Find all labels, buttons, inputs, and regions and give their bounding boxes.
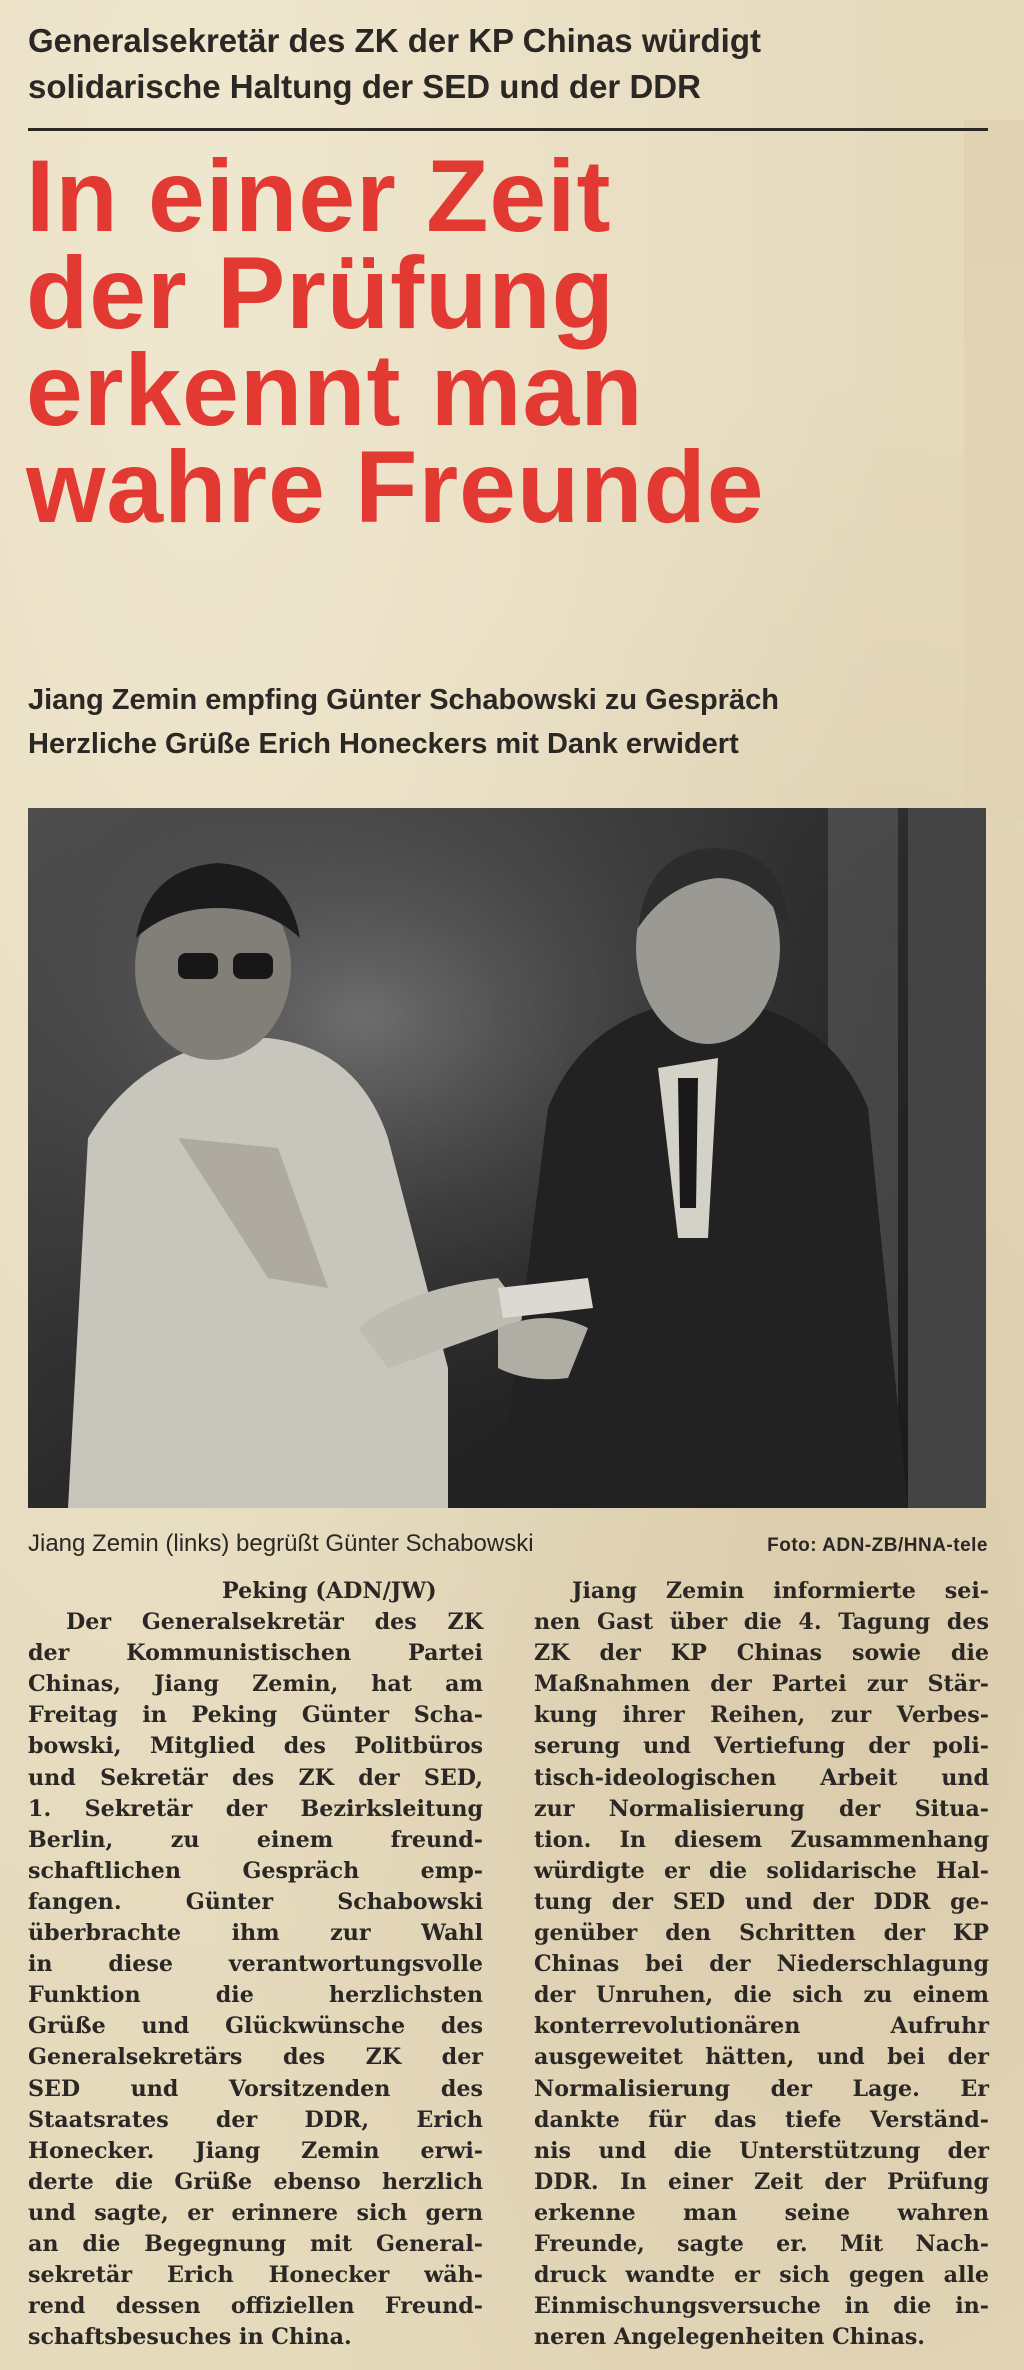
article-line: Maßnahmen der Partei zur Stär- [534, 1671, 989, 1698]
article-line: tion. In diesem Zusammenhang [534, 1826, 989, 1853]
article-line: DDR. In einer Zeit der Prüfung [534, 2168, 989, 2195]
article-line: würdigte er die solidarische Hal- [534, 1857, 989, 1884]
article-line: rend dessen offiziellen Freund- [28, 2293, 483, 2320]
headline [26, 139, 1006, 544]
article-line: 1. Sekretär der Bezirksleitung [28, 1795, 483, 1822]
article-line: der Unruhen, die sich zu einem [534, 1982, 989, 2009]
article-left-text [28, 1607, 483, 2353]
article-line: dankte für das tiefe Verständ- [534, 2106, 989, 2133]
news-photo [28, 808, 986, 1508]
article-line: derte die Grüße ebenso herzlich [28, 2168, 483, 2195]
kicker-line-2: solidarische Haltung der SED und der DDR [28, 68, 701, 105]
article-line: serung und Vertiefung der poli- [534, 1733, 989, 1760]
article-line: Freunde, sagte er. Mit Nach- [534, 2230, 989, 2257]
article-line: genüber den Schritten der KP [534, 1920, 989, 1947]
article-line: konterrevolutionären Aufruhr [534, 2013, 989, 2040]
headline-line-1: In einer Zeit [26, 139, 612, 253]
article-line: nen Gast über die 4. Tagung des [534, 1609, 989, 1636]
article-line: zur Normalisierung der Situa- [534, 1795, 989, 1822]
photo-caption [28, 1526, 988, 1562]
article-line: sekretär Erich Honecker wäh- [28, 2262, 483, 2289]
article-line: bowski, Mitglied des Politbüros [28, 1733, 483, 1760]
article-line: Berlin, zu einem freund- [28, 1826, 483, 1853]
article-line: ausgeweitet hätten, und bei der [534, 2044, 989, 2071]
article-line: überbrachte ihm zur Wahl [28, 1920, 483, 1947]
subhead-line-2: Herzliche Grüße Erich Honeckers mit Dank erwidert [28, 728, 739, 760]
subhead-line-1: Jiang Zemin empfing Günter Schabowski zu Gespräch [28, 684, 779, 716]
subheadline [28, 678, 988, 766]
article-line: Funktion die herzlichsten [28, 1982, 483, 2009]
article-line: schaftlichen Gespräch emp- [28, 1857, 483, 1884]
article-line: Staatsrates der DDR, Erich [28, 2106, 483, 2133]
article-line: schaftsbesuches in China. [28, 2324, 352, 2351]
kicker-line-1: Generalsekretär des ZK der KP Chinas würdigt [28, 22, 761, 59]
article-line: Jiang Zemin informierte sei- [572, 1578, 989, 1604]
photo-illustration [28, 808, 986, 1508]
article-line: fangen. Günter Schabowski [28, 1888, 483, 1915]
article-line: ZK der KP Chinas sowie die [534, 1640, 989, 1667]
article-line: neren Angelegenheiten Chinas. [534, 2324, 926, 2351]
article-line: tung der SED und der DDR ge- [534, 1888, 989, 1915]
article-line: Freitag in Peking Günter Scha- [28, 1702, 483, 1729]
article-right-text [534, 1576, 989, 2353]
article-line: an die Begegnung mit General- [28, 2230, 483, 2257]
headline-line-2: der Prüfung [26, 236, 615, 350]
article-line: in diese verantwortungsvolle [28, 1951, 483, 1978]
article-line: Chinas bei der Niederschlagung [534, 1951, 989, 1978]
article-column-right [534, 1576, 989, 2353]
headline-line-4: wahre Freunde [26, 430, 765, 544]
caption-text: Jiang Zemin (links) begrüßt Günter Schabowski [28, 1530, 534, 1557]
article-line: nis und die Unterstützung der [534, 2137, 989, 2164]
photo-grain [28, 808, 986, 1508]
article-line: Der Generalsekretär des ZK [66, 1609, 483, 1636]
article-line: Einmischungsversuche in die in- [534, 2293, 989, 2320]
article-line: Generalsekretärs des ZK der [28, 2044, 483, 2071]
article-line: SED und Vorsitzenden des [28, 2075, 483, 2102]
article-line: der Kommunistischen Partei [28, 1640, 483, 1667]
headline-line-3: erkennt man [26, 333, 644, 447]
kicker-divider [28, 128, 988, 131]
article-line: kung ihrer Reihen, zur Verbes- [534, 1702, 989, 1729]
article-line: druck wandte er sich gegen alle [534, 2262, 989, 2289]
dateline: Peking (ADN/JW) [222, 1578, 437, 1604]
article-line: erkenne man seine wahren [534, 2199, 989, 2226]
article-column-left [28, 1576, 483, 2353]
kicker [28, 18, 978, 110]
article-line: Chinas, Jiang Zemin, hat am [28, 1671, 483, 1698]
article-line: tisch-ideologischen Arbeit und [534, 1764, 989, 1791]
article-line: Grüße und Glückwünsche des [28, 2013, 483, 2040]
article-line: Honecker. Jiang Zemin erwi- [28, 2137, 483, 2164]
article-line: Normalisierung der Lage. Er [534, 2075, 989, 2102]
photo-credit: Foto: ADN-ZB/HNA-tele [767, 1535, 988, 1556]
article-line: und Sekretär des ZK der SED, [28, 1764, 483, 1791]
article-line: und sagte, er erinnere sich gern [28, 2199, 483, 2226]
